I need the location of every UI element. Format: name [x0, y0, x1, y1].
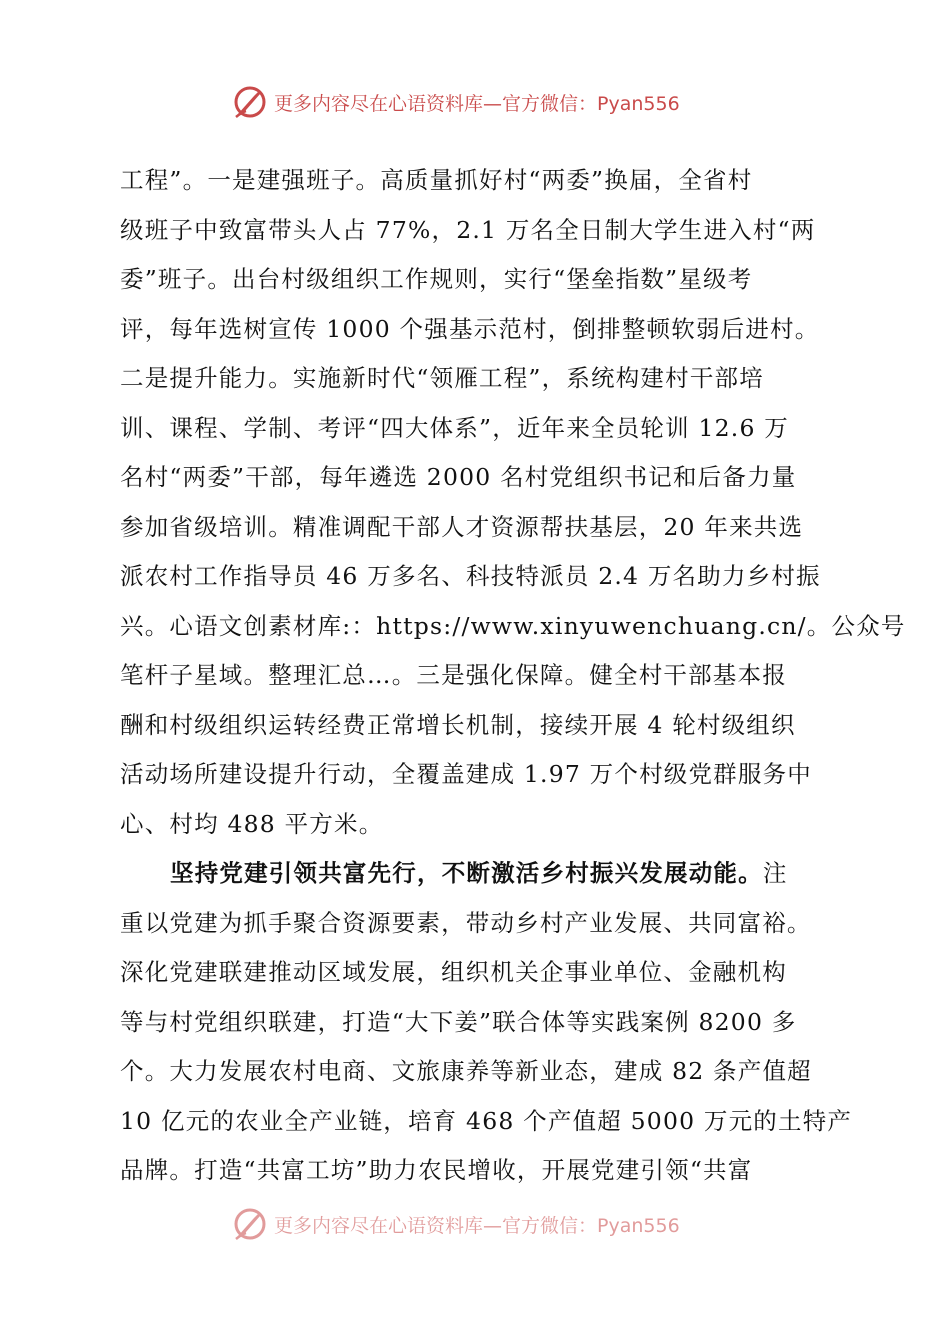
- text-line: 活动场所建设提升行动，全覆盖建成 1.97 万个村级党群服务中: [120, 760, 812, 788]
- text-run: 注: [762, 859, 788, 887]
- header-banner-text: 更多内容尽在心语资料库—官方微信：Pyan556: [274, 92, 680, 115]
- text-line: 委”班子。出台村级组织工作规则，实行“堡垒指数”星级考: [120, 265, 753, 293]
- text-line: 工程”。一是建强班子。高质量抓好村“两委”换届，全省村: [120, 166, 753, 194]
- text-line: [120, 849, 832, 899]
- paragraph-lead-heading: 坚持党建引领共富先行，不断激活乡村振兴发展动能。: [170, 859, 763, 887]
- text-line: 派农村工作指导员 46 万多名、科技特派员 2.4 万名助力乡村振: [120, 562, 821, 590]
- text-line: 心、村均 488 平方米。: [120, 809, 384, 838]
- text-line: 品牌。打造“共富工坊”助力农民增收，开展党建引领“共富: [120, 1156, 753, 1184]
- text-line: 10 亿元的农业全产业链，培育 468 个产值超 5000 万元的土特产: [120, 1106, 853, 1135]
- text-line: 评，每年选树宣传 1000 个强基示范村，倒排整顿软弱后进村。: [120, 314, 820, 343]
- text-line: 训、课程、学制、考评“四大体系”，近年来全员轮训 12.6 万: [120, 413, 789, 442]
- text-line: 笔杆子星域。整理汇总…。三是强化保障。健全村干部基本报: [120, 661, 787, 689]
- document-body: [120, 156, 906, 1196]
- text-line: 二是提升能力。实施新时代“领雁工程”，系统构建村干部培: [120, 364, 764, 392]
- text-line: 酬和村级组织运转经费正常增长机制，接续开展 4 轮村级组织: [120, 710, 796, 739]
- paragraph-1: [120, 156, 906, 849]
- text-line: 名村“两委”干部，每年遴选 2000 名村党组织书记和后备力量: [120, 463, 797, 491]
- text-line: 参加省级培训。精准调配干部人才资源帮扶基层，20 年来共选: [120, 512, 804, 541]
- text-line: 级班子中致富带头人占 77%，2.1 万名全日制大学生进入村“两: [120, 215, 816, 244]
- paragraph-2: [120, 849, 853, 1196]
- header-banner: [232, 82, 680, 122]
- footer-banner-text: 更多内容尽在心语资料库—官方微信：Pyan556: [274, 1214, 680, 1237]
- brush-logo-icon: [232, 1206, 268, 1242]
- text-line: 等与村党组织联建，打造“大下姜”联合体等实践案例 8200 多: [120, 1007, 797, 1036]
- text-line: 深化党建联建推动区域发展，组织机关企事业单位、金融机构: [120, 958, 787, 986]
- footer-banner: [232, 1204, 680, 1244]
- text-line: 个。大力发展农村电商、文旅康养等新业态，建成 82 条产值超: [120, 1057, 812, 1085]
- brush-logo-icon: [232, 84, 268, 120]
- text-line: 兴。心语文创素材库:：https://www.xinyuwenchuang.cn/。公众号: [120, 611, 906, 640]
- text-line: 重以党建为抓手聚合资源要素，带动乡村产业发展、共同富裕。: [120, 908, 812, 937]
